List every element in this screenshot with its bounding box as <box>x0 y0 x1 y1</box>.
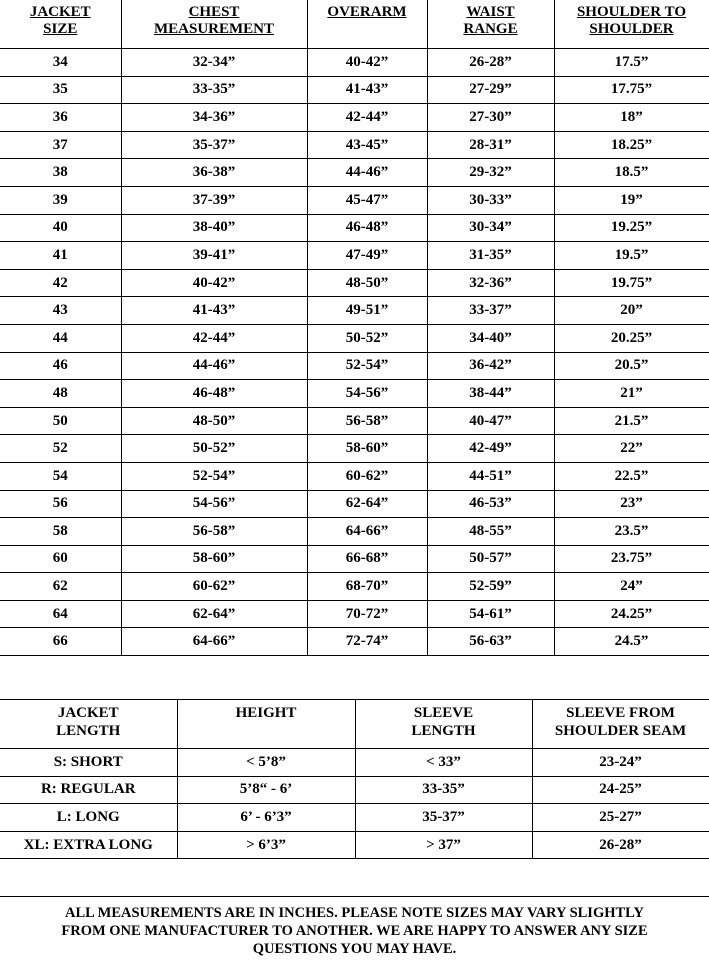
size-table-cell: 50-52” <box>307 324 427 352</box>
size-table-cell: 46-48” <box>307 214 427 242</box>
size-table-cell: 38-40” <box>121 214 307 242</box>
size-table-cell: 62-64” <box>121 600 307 628</box>
size-table-cell: 18.25” <box>554 131 709 159</box>
size-table-cell: 48-50” <box>307 269 427 297</box>
size-table-row <box>0 186 709 214</box>
size-table-cell: 41-43” <box>121 297 307 325</box>
size-table-cell: 17.5” <box>554 49 709 77</box>
size-table-row <box>0 545 709 573</box>
size-table-cell: 52-59” <box>427 573 554 601</box>
length-table-row <box>0 749 709 777</box>
length-table-cell: < 33” <box>355 749 532 777</box>
length-table-row <box>0 776 709 804</box>
size-table-cell: 21.5” <box>554 407 709 435</box>
size-table-cell: 48-55” <box>427 518 554 546</box>
length-table-cell: L: LONG <box>0 804 177 832</box>
size-table-cell: 54-61” <box>427 600 554 628</box>
length-table-cell: < 5’8” <box>177 749 355 777</box>
size-table-cell: 56-58” <box>307 407 427 435</box>
size-table-cell: 33-35” <box>121 76 307 104</box>
size-table-cell: 19.25” <box>554 214 709 242</box>
size-table-header-cell <box>121 0 307 49</box>
size-table-cell: 23” <box>554 490 709 518</box>
size-table-row <box>0 297 709 325</box>
size-table-header-line: WAIST <box>466 4 515 20</box>
length-table-header-line: SLEEVE <box>413 705 474 721</box>
size-table-cell: 50-57” <box>427 545 554 573</box>
size-table-cell: 62 <box>0 573 121 601</box>
size-table-cell: 44 <box>0 324 121 352</box>
length-table-header-line: SLEEVE FROM <box>566 705 675 721</box>
length-table-header-line: LENGTH <box>56 723 121 739</box>
size-table-header-line: OVERARM <box>327 4 407 20</box>
size-table-row <box>0 324 709 352</box>
jacket-length-table <box>0 699 709 859</box>
size-table-cell: 34-40” <box>427 324 554 352</box>
measurement-note <box>0 904 709 958</box>
size-table-row <box>0 159 709 187</box>
size-table-cell: 45-47” <box>307 186 427 214</box>
size-table-cell: 40-42” <box>121 269 307 297</box>
size-table-header-row <box>0 0 709 49</box>
size-table-row <box>0 435 709 463</box>
size-table-cell: 66 <box>0 628 121 656</box>
length-table-cell: 6’ - 6’3” <box>177 804 355 832</box>
size-table-cell: 30-34” <box>427 214 554 242</box>
size-table-header-cell <box>0 0 121 49</box>
size-table-cell: 48 <box>0 380 121 408</box>
size-table-header-line: SHOULDER <box>589 21 674 37</box>
length-table-cell: 33-35” <box>355 776 532 804</box>
size-table-cell: 56-58” <box>121 518 307 546</box>
size-table-cell: 60 <box>0 545 121 573</box>
size-table-cell: 30-33” <box>427 186 554 214</box>
length-table-cell: 5’8“ - 6’ <box>177 776 355 804</box>
size-table-body <box>0 49 709 656</box>
size-table-row <box>0 242 709 270</box>
size-table-cell: 50 <box>0 407 121 435</box>
size-table-cell: 39 <box>0 186 121 214</box>
size-table-cell: 41-43” <box>307 76 427 104</box>
size-table-cell: 54-56” <box>121 490 307 518</box>
size-table-cell: 27-29” <box>427 76 554 104</box>
length-table-cell: 25-27” <box>532 804 709 832</box>
size-table-cell: 23.75” <box>554 545 709 573</box>
length-table-body <box>0 749 709 859</box>
size-table-cell: 62-64” <box>307 490 427 518</box>
length-table-cell: R: REGULAR <box>0 776 177 804</box>
size-table-row <box>0 573 709 601</box>
size-table-cell: 32-34” <box>121 49 307 77</box>
size-table-cell: 50-52” <box>121 435 307 463</box>
length-table-cell: 35-37” <box>355 804 532 832</box>
size-table-cell: 24” <box>554 573 709 601</box>
size-table-cell: 35-37” <box>121 131 307 159</box>
size-table-header-line: CHEST <box>188 4 240 20</box>
length-table-row <box>0 831 709 859</box>
size-table-row <box>0 490 709 518</box>
size-table-cell: 42-44” <box>307 104 427 132</box>
size-table-row <box>0 269 709 297</box>
size-table-cell: 52 <box>0 435 121 463</box>
size-table-cell: 58 <box>0 518 121 546</box>
size-table-header-line: SHOULDER TO <box>576 4 687 20</box>
length-table-header-line: HEIGHT <box>235 705 297 721</box>
size-table-cell: 18” <box>554 104 709 132</box>
size-table-cell: 41 <box>0 242 121 270</box>
size-table-row <box>0 214 709 242</box>
size-table-row <box>0 462 709 490</box>
size-table-cell: 60-62” <box>121 573 307 601</box>
size-table-cell: 40-42” <box>307 49 427 77</box>
note-divider <box>0 896 709 897</box>
size-table-cell: 60-62” <box>307 462 427 490</box>
length-table-header-cell <box>532 700 709 749</box>
size-table-cell: 33-37” <box>427 297 554 325</box>
size-table-cell: 32-36” <box>427 269 554 297</box>
size-table-cell: 24.25” <box>554 600 709 628</box>
size-table-row <box>0 352 709 380</box>
size-table-cell: 23.5” <box>554 518 709 546</box>
size-table-cell: 20.5” <box>554 352 709 380</box>
size-table-cell: 54 <box>0 462 121 490</box>
size-table-cell: 42-49” <box>427 435 554 463</box>
length-table-header-line: SHOULDER SEAM <box>554 723 687 739</box>
length-table-cell: 23-24” <box>532 749 709 777</box>
size-table-cell: 68-70” <box>307 573 427 601</box>
size-table-cell: 64-66” <box>307 518 427 546</box>
size-table-cell: 17.75” <box>554 76 709 104</box>
size-table-cell: 47-49” <box>307 242 427 270</box>
size-table-cell: 37 <box>0 131 121 159</box>
size-table-cell: 64-66” <box>121 628 307 656</box>
size-table-row <box>0 628 709 656</box>
size-table-cell: 19” <box>554 186 709 214</box>
size-table-cell: 36 <box>0 104 121 132</box>
size-table-header-line: MEASUREMENT <box>153 21 274 37</box>
size-table-cell: 43 <box>0 297 121 325</box>
size-table-row <box>0 600 709 628</box>
size-table-cell: 64 <box>0 600 121 628</box>
size-table-cell: 34 <box>0 49 121 77</box>
size-table-cell: 58-60” <box>307 435 427 463</box>
size-table-cell: 43-45” <box>307 131 427 159</box>
size-table-row <box>0 407 709 435</box>
size-table-cell: 42 <box>0 269 121 297</box>
size-table-cell: 38-44” <box>427 380 554 408</box>
length-table-header-row <box>0 700 709 749</box>
size-table-cell: 38 <box>0 159 121 187</box>
size-table-row <box>0 518 709 546</box>
size-table-header-line: RANGE <box>463 21 518 37</box>
size-table-cell: 20.25” <box>554 324 709 352</box>
size-table-cell: 58-60” <box>121 545 307 573</box>
size-table-cell: 36-42” <box>427 352 554 380</box>
length-table-header-cell <box>0 700 177 749</box>
size-table-row <box>0 380 709 408</box>
size-table-cell: 19.5” <box>554 242 709 270</box>
size-table-cell: 52-54” <box>121 462 307 490</box>
length-table-header-cell <box>177 700 355 749</box>
size-table-cell: 44-46” <box>121 352 307 380</box>
size-table-cell: 26-28” <box>427 49 554 77</box>
size-table-row <box>0 49 709 77</box>
size-table-cell: 34-36” <box>121 104 307 132</box>
size-table-cell: 44-46” <box>307 159 427 187</box>
size-table-cell: 72-74” <box>307 628 427 656</box>
size-table-cell: 21” <box>554 380 709 408</box>
size-table-cell: 70-72” <box>307 600 427 628</box>
size-table-cell: 46-53” <box>427 490 554 518</box>
size-table-header-cell <box>427 0 554 49</box>
size-table-cell: 48-50” <box>121 407 307 435</box>
size-table-cell: 22” <box>554 435 709 463</box>
length-table-header-line: LENGTH <box>411 723 476 739</box>
size-table-header-line: SIZE <box>43 21 78 37</box>
size-table-cell: 42-44” <box>121 324 307 352</box>
size-table-header-cell <box>307 0 427 49</box>
note-line: FROM ONE MANUFACTURER TO ANOTHER. WE ARE HAPPY TO ANSWER ANY SIZE <box>61 923 648 939</box>
size-table-cell: 24.5” <box>554 628 709 656</box>
size-table-cell: 52-54” <box>307 352 427 380</box>
size-table-cell: 56 <box>0 490 121 518</box>
length-table-cell: > 6’3” <box>177 831 355 859</box>
length-table-header-line: JACKET <box>57 705 119 721</box>
size-table-cell: 27-30” <box>427 104 554 132</box>
size-table-cell: 29-32” <box>427 159 554 187</box>
length-table-cell: 26-28” <box>532 831 709 859</box>
size-table-cell: 22.5” <box>554 462 709 490</box>
size-table-header-line: JACKET <box>29 4 91 20</box>
length-table-cell: XL: EXTRA LONG <box>0 831 177 859</box>
size-table-cell: 46 <box>0 352 121 380</box>
size-table-cell: 54-56” <box>307 380 427 408</box>
size-table-cell: 40-47” <box>427 407 554 435</box>
size-table-cell: 46-48” <box>121 380 307 408</box>
size-table-cell: 28-31” <box>427 131 554 159</box>
size-table-cell: 56-63” <box>427 628 554 656</box>
size-table-cell: 40 <box>0 214 121 242</box>
size-table-cell: 36-38” <box>121 159 307 187</box>
note-line: ALL MEASUREMENTS ARE IN INCHES. PLEASE NOTE SIZES MAY VARY SLIGHTLY <box>65 905 644 921</box>
length-table-header-cell <box>355 700 532 749</box>
size-table-cell: 39-41” <box>121 242 307 270</box>
size-table-row <box>0 104 709 132</box>
length-table-cell: S: SHORT <box>0 749 177 777</box>
size-table-row <box>0 76 709 104</box>
length-table-cell: > 37” <box>355 831 532 859</box>
size-table-row <box>0 131 709 159</box>
size-table-cell: 44-51” <box>427 462 554 490</box>
size-table-cell: 37-39” <box>121 186 307 214</box>
note-line: QUESTIONS YOU MAY HAVE. <box>252 941 457 957</box>
size-table-cell: 49-51” <box>307 297 427 325</box>
size-table-cell: 19.75” <box>554 269 709 297</box>
length-table-row <box>0 804 709 832</box>
size-table-cell: 35 <box>0 76 121 104</box>
size-table-cell: 66-68” <box>307 545 427 573</box>
size-table-cell: 20” <box>554 297 709 325</box>
length-table-cell: 24-25” <box>532 776 709 804</box>
size-table-header-cell <box>554 0 709 49</box>
size-table-cell: 31-35” <box>427 242 554 270</box>
size-table-cell: 18.5” <box>554 159 709 187</box>
